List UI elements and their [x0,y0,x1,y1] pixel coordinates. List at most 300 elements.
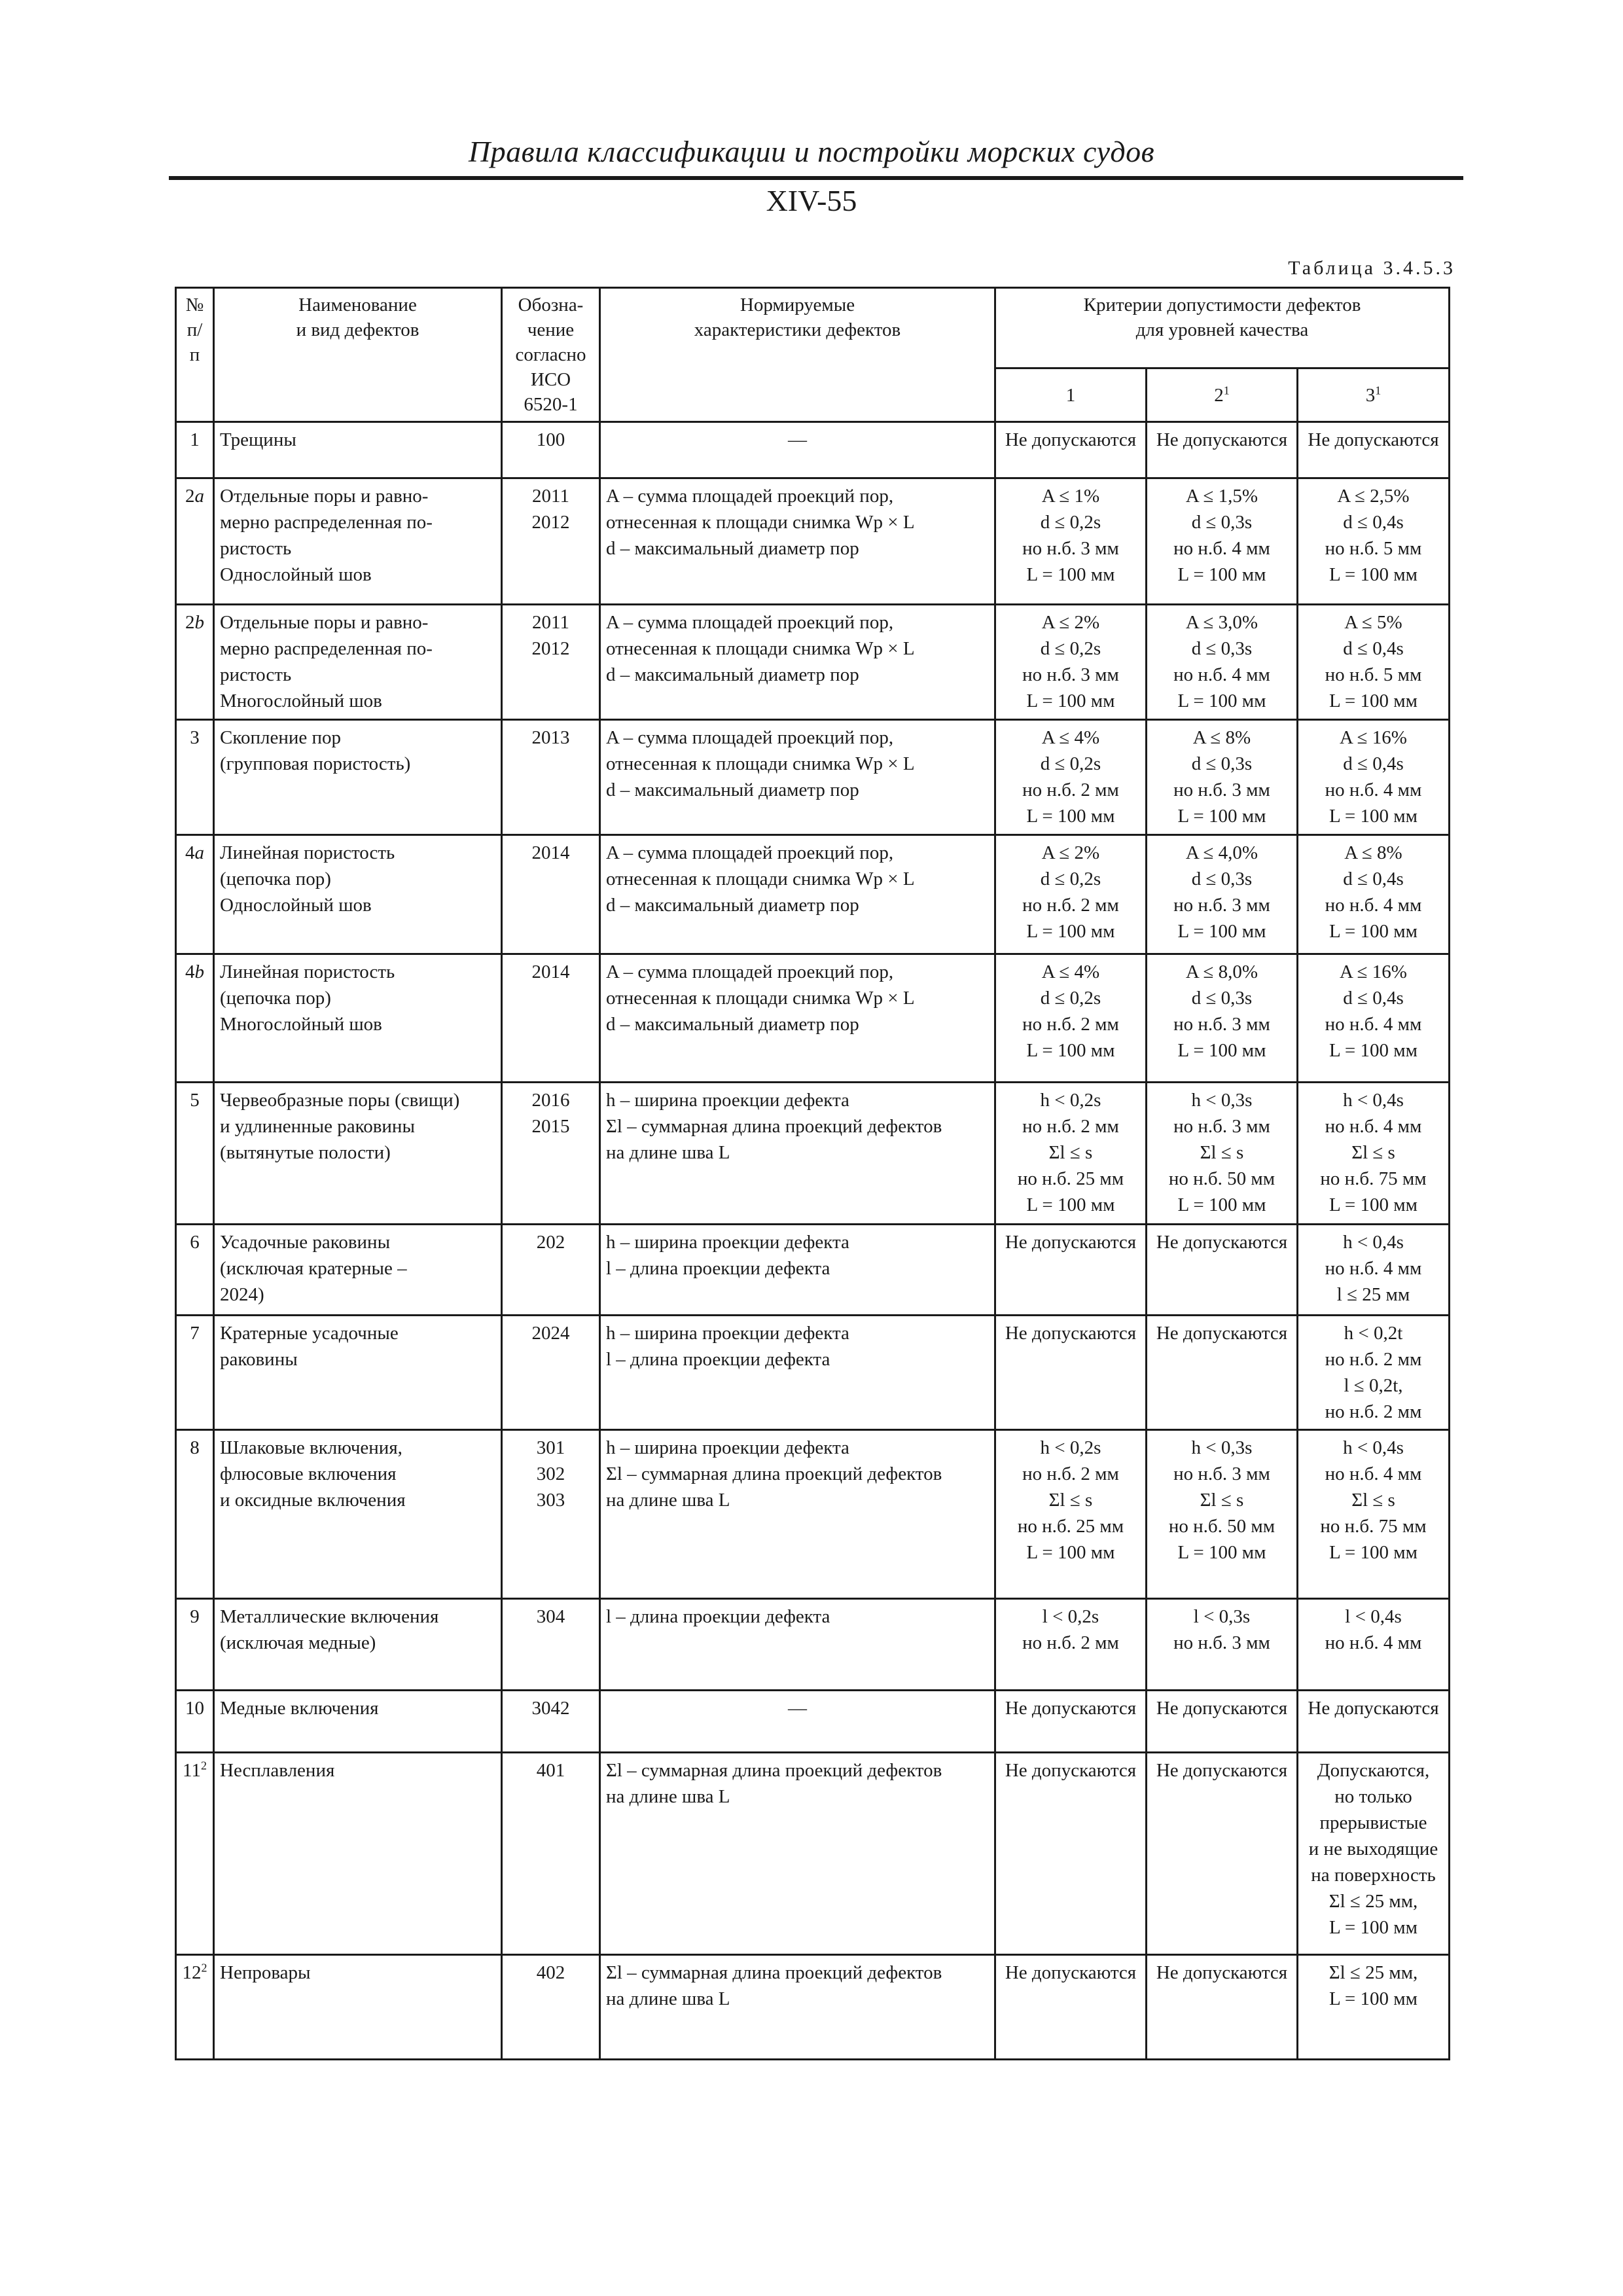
defect-name-line: ристость [220,538,292,559]
criteria-level-2 [1147,1430,1298,1599]
row-number [176,1955,214,2060]
table-row [176,605,1450,720]
criteria-level-3-line: но только [1334,1786,1412,1807]
page-number: XIV-55 [766,184,857,217]
col-header-chars-line: Нормируемые [740,295,855,315]
defect-characteristics-line: отнесенная к площади снимка Wp × L [606,512,915,533]
defect-name-line: мерно распределенная по- [220,638,433,659]
criteria-level-1-line: A ≤ 2% [1041,842,1100,863]
table-row [176,1083,1450,1225]
criteria-level-1-line: но н.б. 25 мм [1017,1168,1124,1189]
criteria-level-3-line: но н.б. 4 мм [1325,1463,1422,1484]
criteria-level-2-line: d ≤ 0,3s [1191,869,1253,889]
criteria-level-1-line: но н.б. 2 мм [1022,895,1119,916]
col-header-num-line: № [185,295,204,315]
iso-code-line: 100 [536,429,565,450]
col-header-code-line: чение [527,319,575,340]
defect-characteristics-line: d – максимальный диаметр пор [606,1014,859,1035]
criteria-level-1 [995,422,1147,478]
criteria-level-2-line: Σl ≤ s [1200,1490,1244,1511]
criteria-level-2-line: d ≤ 0,3s [1191,988,1253,1009]
criteria-level-1-line: L = 100 мм [1026,921,1115,942]
criteria-level-3-line: прерывистые [1319,1812,1427,1833]
defect-name-line: (цепочка пор) [220,869,331,889]
col-header-criteria-line: для уровней качества [1135,319,1309,340]
row-number [176,422,214,478]
table-caption: Таблица 3.4.5.3 [1288,257,1455,279]
defect-characteristics-line: — [788,429,807,450]
iso-code [502,1599,600,1691]
row-number [176,1225,214,1316]
row-number-text: 4a [185,842,204,863]
criteria-level-3-line: но н.б. 2 мм [1325,1401,1422,1422]
col-header-criteria-line: Критерии допустимости дефектов [1083,295,1361,315]
table-row [176,1225,1450,1316]
criteria-level-3-line: Допускаются, [1317,1760,1430,1781]
defect-name-line: (исключая кратерные – [220,1258,407,1279]
criteria-level-2-line: Σl ≤ s [1200,1142,1244,1163]
criteria-level-1-line: L = 100 мм [1026,1040,1115,1061]
criteria-level-2 [1147,422,1298,478]
defect-name-line: 2024) [220,1284,264,1305]
iso-code-line: 202 [536,1232,565,1253]
criteria-level-1-line: A ≤ 4% [1041,961,1100,982]
defect-characteristics-line: A – сумма площадей проекций пор, [606,727,894,748]
defect-name-line: флюсовые включения [220,1463,397,1484]
criteria-level-2 [1147,835,1298,954]
criteria-level-1-line: L = 100 мм [1026,691,1115,711]
col-header-num [176,288,214,422]
criteria-level-1-line: Σl ≤ s [1048,1490,1093,1511]
defect-characteristics-line: Σl – суммарная длина проекций дефектов [606,1962,942,1983]
defect-characteristics [600,1955,995,2060]
criteria-level-1-line: h < 0,2s [1040,1090,1101,1111]
row-number [176,478,214,605]
criteria-level-3 [1298,422,1450,478]
row-number [176,1316,214,1430]
iso-code [502,605,600,720]
defect-characteristics [600,478,995,605]
criteria-level-2 [1147,605,1298,720]
criteria-level-2-line: L = 100 мм [1177,564,1266,585]
criteria-level-2 [1147,720,1298,835]
col-header-name-line: Наименование [298,295,417,315]
criteria-level-1-line: Не допускаются [1005,1760,1137,1781]
iso-code-line: 2016 [531,1090,570,1111]
defect-name [214,1225,502,1316]
defect-characteristics [600,1316,995,1430]
defect-characteristics [600,954,995,1083]
defect-name [214,605,502,720]
criteria-level-1-line: d ≤ 0,2s [1040,988,1101,1009]
criteria-level-2-line: но н.б. 50 мм [1168,1516,1275,1537]
criteria-level-3 [1298,1691,1450,1753]
defect-name [214,1083,502,1225]
criteria-level-3-line: L = 100 мм [1329,564,1418,585]
criteria-level-1 [995,1316,1147,1430]
row-number-text: 4b [185,961,204,982]
criteria-level-1 [995,1430,1147,1599]
criteria-level-3 [1298,1316,1450,1430]
criteria-level-1 [995,1599,1147,1691]
criteria-level-3-line: h < 0,2t [1344,1323,1403,1344]
row-number [176,954,214,1083]
defect-name-line: и оксидные включения [220,1490,406,1511]
col-header-num-line: п/п [187,319,203,365]
running-title: Правила классификации и постройки морских судов [468,135,1155,168]
criteria-level-3-line: d ≤ 0,4s [1343,638,1404,659]
defect-characteristics-line: d – максимальный диаметр пор [606,538,859,559]
criteria-level-3-line: но н.б. 5 мм [1325,664,1422,685]
defect-characteristics-line: l – длина проекции дефекта [606,1606,830,1627]
table-row [176,954,1450,1083]
criteria-level-3-line: но н.б. 2 мм [1325,1349,1422,1370]
iso-code [502,1316,600,1430]
criteria-level-2-line: но н.б. 3 мм [1173,780,1270,800]
defect-characteristics [600,1599,995,1691]
iso-code-line: 2012 [531,512,570,533]
defect-characteristics [600,422,995,478]
defect-name [214,1691,502,1753]
criteria-level-1-line: Не допускаются [1005,1323,1137,1344]
criteria-level-3-line: L = 100 мм [1329,1194,1418,1215]
col-header-code-line: ИСО 6520-1 [524,369,578,415]
iso-code-line: 2014 [531,842,570,863]
defect-name-line: Однослойный шов [220,564,372,585]
table-row [176,1753,1450,1955]
criteria-level-3-line: но н.б. 4 мм [1325,1014,1422,1035]
row-number-footnote: 2 [200,1759,207,1772]
criteria-level-1-line: L = 100 мм [1026,806,1115,827]
iso-code [502,422,600,478]
table-row [176,1316,1450,1430]
criteria-level-1-line: Не допускаются [1005,1698,1137,1719]
criteria-level-2-line: но н.б. 3 мм [1173,1463,1270,1484]
criteria-level-1-line: Не допускаются [1005,1232,1137,1253]
criteria-level-2 [1147,1225,1298,1316]
defect-name-line: и удлиненные раковины [220,1116,415,1137]
iso-code-line: 302 [536,1463,565,1484]
defect-characteristics-line: l – длина проекции дефекта [606,1349,830,1370]
criteria-level-3 [1298,835,1450,954]
iso-code [502,835,600,954]
criteria-level-1-line: d ≤ 0,2s [1040,638,1101,659]
defect-name [214,835,502,954]
defect-characteristics-line: h – ширина проекции дефекта [606,1437,849,1458]
criteria-level-1-line: l < 0,2s [1042,1606,1099,1627]
criteria-level-3-line: но н.б. 4 мм [1325,1258,1422,1279]
criteria-level-3-line: d ≤ 0,4s [1343,512,1404,533]
criteria-level-3-line: A ≤ 16% [1340,727,1407,748]
criteria-level-1-line: L = 100 мм [1026,1194,1115,1215]
criteria-level-1 [995,720,1147,835]
criteria-level-3 [1298,720,1450,835]
criteria-level-3-line: но н.б. 75 мм [1320,1516,1427,1537]
defect-characteristics-line: d – максимальный диаметр пор [606,895,859,916]
criteria-level-2-line: Не допускаются [1156,1760,1288,1781]
col-header-level-2 [1147,368,1298,422]
iso-code-line: 304 [536,1606,565,1627]
defect-name-line: Усадочные раковины [220,1232,391,1253]
defect-characteristics [600,720,995,835]
defect-characteristics-line: Σl – суммарная длина проекций дефектов [606,1463,942,1484]
defect-characteristics-line: отнесенная к площади снимка Wp × L [606,869,915,889]
iso-code [502,1430,600,1599]
criteria-level-1-line: A ≤ 1% [1041,486,1100,507]
defect-characteristics-line: отнесенная к площади снимка Wp × L [606,988,915,1009]
criteria-level-2-line: но н.б. 4 мм [1173,664,1270,685]
row-number-text: 6 [190,1232,200,1253]
criteria-level-1 [995,1955,1147,2060]
iso-code-line: 301 [536,1437,565,1458]
iso-code-line: 401 [536,1760,565,1781]
defect-characteristics [600,1083,995,1225]
criteria-level-3-line: L = 100 мм [1329,691,1418,711]
defect-characteristics-line: h – ширина проекции дефекта [606,1090,849,1111]
criteria-level-3 [1298,1955,1450,2060]
header-rule [169,176,1463,180]
criteria-level-3 [1298,1599,1450,1691]
defect-characteristics [600,835,995,954]
criteria-level-3-line: L = 100 мм [1329,1917,1418,1938]
row-number [176,720,214,835]
criteria-level-2-line: Не допускаются [1156,1323,1288,1344]
criteria-level-1-line: Не допускаются [1005,1962,1137,1983]
iso-code-line: 2011 [532,612,569,633]
defect-name-line: Отдельные поры и равно- [220,612,429,633]
criteria-level-3-line: l < 0,4s [1345,1606,1402,1627]
iso-code [502,478,600,605]
row-number [176,1691,214,1753]
col-header-code-line: согласно [515,344,586,365]
criteria-level-1 [995,835,1147,954]
criteria-level-2-line: но н.б. 3 мм [1173,1116,1270,1137]
criteria-level-3-line: и не выходящие [1308,1839,1438,1859]
defect-name [214,954,502,1083]
criteria-level-2-line: L = 100 мм [1177,1194,1266,1215]
criteria-level-1 [995,478,1147,605]
iso-code [502,1691,600,1753]
defect-characteristics-line: A – сумма площадей проекций пор, [606,486,894,507]
criteria-level-2 [1147,1083,1298,1225]
criteria-level-1-line: d ≤ 0,2s [1040,869,1101,889]
defect-characteristics-line: на длине шва L [606,1490,730,1511]
defect-name [214,1753,502,1955]
row-number-text: 2a [185,486,204,507]
defect-characteristics-line: отнесенная к площади снимка Wp × L [606,753,915,774]
defect-name-line: Трещины [220,429,296,450]
criteria-level-3-line: но н.б. 5 мм [1325,538,1422,559]
col-header-chars [600,288,995,422]
criteria-level-3 [1298,605,1450,720]
criteria-level-3-line: d ≤ 0,4s [1343,988,1404,1009]
criteria-level-2-line: но н.б. 3 мм [1173,895,1270,916]
level-number: 3 [1365,384,1376,406]
iso-code [502,720,600,835]
iso-code-line: 402 [536,1962,565,1983]
criteria-level-2-line: A ≤ 4,0% [1185,842,1258,863]
defect-characteristics-line: A – сумма площадей проекций пор, [606,961,894,982]
col-header-level-1 [995,368,1147,422]
defect-name-line: Отдельные поры и равно- [220,486,429,507]
iso-code [502,1753,600,1955]
table-row [176,1599,1450,1691]
criteria-level-1-line: но н.б. 3 мм [1022,664,1119,685]
defect-characteristics [600,605,995,720]
criteria-level-3 [1298,1753,1450,1955]
row-number-text: 7 [190,1323,200,1344]
criteria-level-2-line: но н.б. 50 мм [1168,1168,1275,1189]
criteria-level-2 [1147,478,1298,605]
defect-name-line: Линейная пористость [220,842,395,863]
criteria-level-2-line: d ≤ 0,3s [1191,512,1253,533]
criteria-level-2-line: но н.б. 3 мм [1173,1014,1270,1035]
row-number [176,835,214,954]
criteria-level-2-line: L = 100 мм [1177,1040,1266,1061]
defect-characteristics-line: h – ширина проекции дефекта [606,1232,849,1253]
criteria-level-2-line: l < 0,3s [1193,1606,1251,1627]
criteria-level-3 [1298,478,1450,605]
criteria-level-3 [1298,1083,1450,1225]
defect-characteristics-line: l – длина проекции дефекта [606,1258,830,1279]
criteria-level-2-line: d ≤ 0,3s [1191,638,1253,659]
table-header [176,288,1450,422]
criteria-level-3-line: d ≤ 0,4s [1343,869,1404,889]
criteria-level-2-line: h < 0,3s [1191,1437,1253,1458]
defect-characteristics-line: на длине шва L [606,1142,730,1163]
row-number-text: 3 [190,727,200,748]
criteria-level-1-line: L = 100 мм [1026,1542,1115,1563]
criteria-level-3-line: Σl ≤ 25 мм, [1329,1962,1418,1983]
iso-code-line: 2014 [531,961,570,982]
criteria-level-3-line: l ≤ 0,2t, [1344,1375,1403,1396]
defects-table [175,287,1450,2060]
defect-characteristics [600,1225,995,1316]
criteria-level-3-line: но н.б. 4 мм [1325,780,1422,800]
iso-code-line: 303 [536,1490,565,1511]
row-number-text: 8 [190,1437,200,1458]
criteria-level-2 [1147,1316,1298,1430]
criteria-level-2-line: L = 100 мм [1177,691,1266,711]
iso-code [502,1083,600,1225]
criteria-level-3-line: A ≤ 8% [1344,842,1402,863]
col-header-code-line: Обозна- [518,295,584,315]
table-row [176,1430,1450,1599]
defect-name-line: Скопление пор [220,727,342,748]
defect-name [214,1316,502,1430]
defect-characteristics-line: A – сумма площадей проекций пор, [606,612,894,633]
criteria-level-3-line: L = 100 мм [1329,1040,1418,1061]
iso-code-line: 2015 [531,1116,570,1137]
iso-code-line: 3042 [531,1698,570,1719]
criteria-level-1-line: но н.б. 2 мм [1022,780,1119,800]
criteria-level-3-line: Не допускаются [1308,1698,1439,1719]
iso-code [502,1225,600,1316]
defect-characteristics [600,1691,995,1753]
defect-name [214,422,502,478]
col-header-name [214,288,502,422]
iso-code-line: 2013 [531,727,570,748]
iso-code [502,1955,600,2060]
criteria-level-1-line: A ≤ 4% [1041,727,1100,748]
defect-name-line: ристость [220,664,292,685]
table-row [176,1955,1450,2060]
row-number [176,1083,214,1225]
criteria-level-3 [1298,1225,1450,1316]
defect-name-line: Непровары [220,1962,311,1983]
criteria-level-1-line: A ≤ 2% [1041,612,1100,633]
level-number: 2 [1214,384,1224,406]
row-number [176,1753,214,1955]
defect-name [214,478,502,605]
criteria-level-2-line: A ≤ 8% [1192,727,1251,748]
criteria-level-1-line: но н.б. 25 мм [1017,1516,1124,1537]
criteria-level-3-line: Не допускаются [1308,429,1439,450]
defect-name [214,720,502,835]
iso-code-line: 2011 [532,486,569,507]
criteria-level-2-line: A ≤ 1,5% [1185,486,1258,507]
criteria-level-1 [995,1083,1147,1225]
criteria-level-3-line: L = 100 мм [1329,806,1418,827]
defect-name-line: Многослойный шов [220,1014,382,1035]
criteria-level-2-line: Не допускаются [1156,1232,1288,1253]
criteria-level-2-line: A ≤ 3,0% [1185,612,1258,633]
criteria-level-3-line: h < 0,4s [1343,1090,1404,1111]
criteria-level-1-line: но н.б. 2 мм [1022,1014,1119,1035]
defect-name-line: Несплавления [220,1760,335,1781]
defect-characteristics-line: отнесенная к площади снимка Wp × L [606,638,915,659]
criteria-level-2-line: d ≤ 0,3s [1191,753,1253,774]
criteria-level-2-line: h < 0,3s [1191,1090,1253,1111]
criteria-level-3-line: Σl ≤ 25 мм, [1329,1891,1418,1912]
row-number-text: 10 [185,1698,204,1719]
criteria-level-2-line: Не допускаются [1156,1698,1288,1719]
criteria-level-2 [1147,1691,1298,1753]
criteria-level-1-line: но н.б. 2 мм [1022,1463,1119,1484]
defect-name-line: (цепочка пор) [220,988,331,1009]
defect-name-line: Линейная пористость [220,961,395,982]
row-number [176,1430,214,1599]
criteria-level-2 [1147,954,1298,1083]
table-row [176,1691,1450,1753]
iso-code [502,954,600,1083]
defect-characteristics-line: A – сумма площадей проекций пор, [606,842,894,863]
defect-name-line: Медные включения [220,1698,379,1719]
defect-characteristics-line: на длине шва L [606,1786,730,1807]
criteria-level-2 [1147,1955,1298,2060]
criteria-level-3-line: но н.б. 4 мм [1325,895,1422,916]
criteria-level-3-line: на поверхность [1311,1865,1436,1886]
col-header-code [502,288,600,422]
defect-name-line: Металлические включения [220,1606,439,1627]
defect-name-line: раковины [220,1349,298,1370]
defect-characteristics-line: d – максимальный диаметр пор [606,664,859,685]
criteria-level-3-line: A ≤ 2,5% [1337,486,1410,507]
criteria-level-1-line: Σl ≤ s [1048,1142,1093,1163]
defect-characteristics-line: d – максимальный диаметр пор [606,780,859,800]
level-footnote: 1 [1223,383,1230,397]
iso-code-line: 2012 [531,638,570,659]
criteria-level-3-line: L = 100 мм [1329,1988,1418,2009]
criteria-level-3-line: Σl ≤ s [1351,1490,1395,1511]
defect-name-line: (групповая пористость) [220,753,411,774]
criteria-level-3-line: но н.б. 4 мм [1325,1632,1422,1653]
row-number [176,605,214,720]
defect-name-line: Шлаковые включения, [220,1437,402,1458]
criteria-level-3-line: A ≤ 5% [1344,612,1402,633]
table-body [176,422,1450,2060]
criteria-level-1-line: но н.б. 3 мм [1022,538,1119,559]
